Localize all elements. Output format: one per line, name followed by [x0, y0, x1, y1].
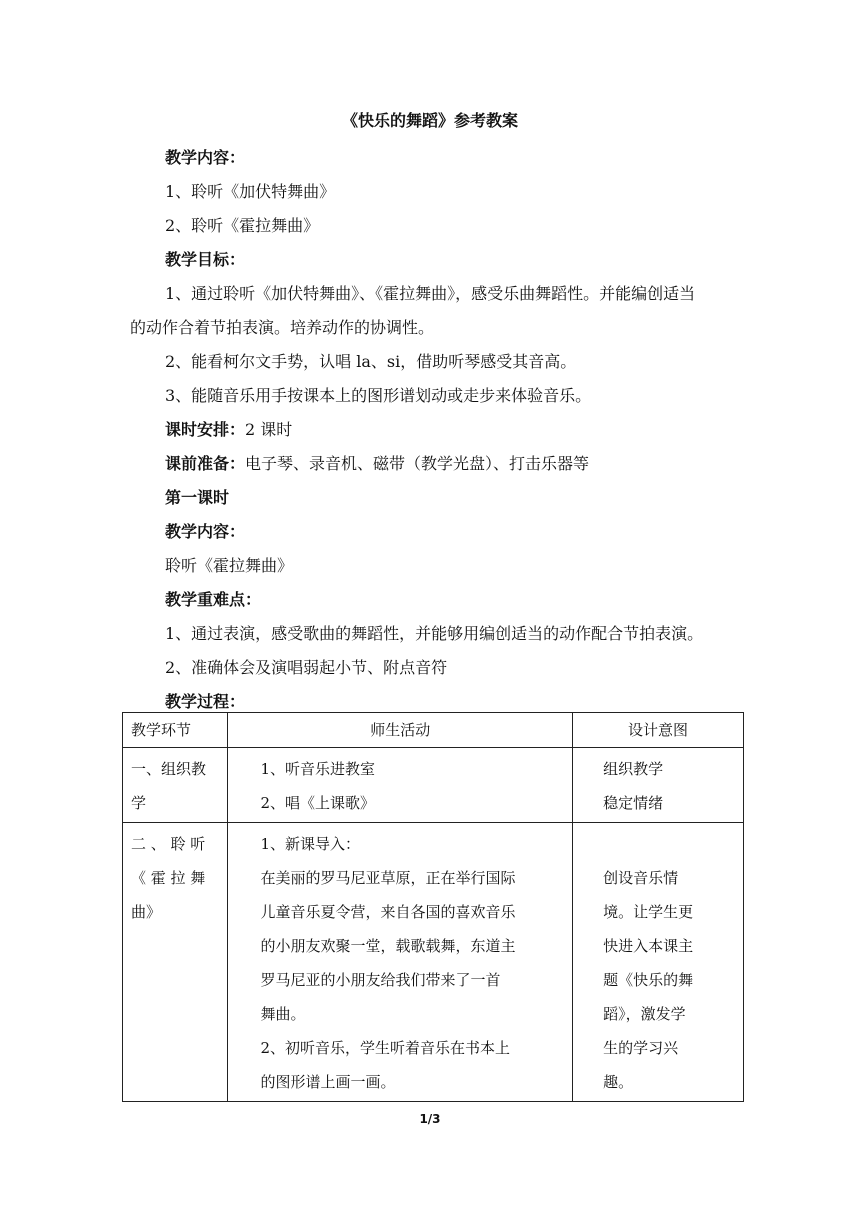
- row2-activity: 罗马尼亚的小朋友给我们带来了一首: [260, 971, 501, 989]
- goal-1-line-2: 的动作合着节拍表演。培养动作的协调性。: [130, 318, 435, 337]
- preparation-label: 课前准备：: [165, 454, 246, 473]
- header-intent: 设计意图: [573, 713, 744, 748]
- heading-lesson-content: 教学内容：: [165, 522, 246, 541]
- row2-section-line-1: 二 、 聆 听: [131, 835, 206, 853]
- row1-section-line-2: 学: [131, 794, 147, 812]
- page-number: 1/3: [419, 1112, 441, 1126]
- heading-first-lesson: 第一课时: [165, 488, 230, 507]
- row2-intent: 境。让学生更: [603, 903, 694, 921]
- row2-intent: 蹈》，激发学: [603, 1005, 686, 1023]
- header-section: 教学环节: [123, 713, 228, 748]
- goal-1-line-1: 1、通过聆听《加伏特舞曲》、《霍拉舞曲》，感受乐曲舞蹈性。并能编创适当: [165, 284, 696, 303]
- header-activities: 师生活动: [228, 713, 573, 748]
- table-row: [123, 748, 744, 823]
- row2-activity: 2、初听音乐，学生听着音乐在书本上: [260, 1039, 511, 1057]
- row2-activity: 的图形谱上画一画。: [260, 1073, 396, 1091]
- goal-3: 3、能随音乐用手按课本上的图形谱划动或走步来体验音乐。: [165, 386, 592, 405]
- lesson-hours-label: 课时安排：: [165, 420, 246, 439]
- row2-activity: 舞曲。: [260, 1005, 306, 1023]
- table-header-row: [123, 713, 744, 748]
- preparation-value: 电子琴、录音机、磁带（教学光盘）、打击乐器等: [245, 454, 590, 473]
- heading-teaching-goals: 教学目标：: [165, 250, 246, 269]
- lesson-hours-value: 2 课时: [245, 420, 293, 439]
- heading-teaching-process: 教学过程：: [165, 692, 246, 711]
- process-table: [122, 712, 744, 1102]
- document-title: 《快乐的舞蹈》参考教案: [341, 111, 518, 130]
- row1-intent: 稳定情绪: [603, 794, 664, 812]
- goal-2: 2、能看柯尔文手势，认唱 la、si，借助听琴感受其音高。: [165, 352, 577, 371]
- heading-teaching-content: 教学内容：: [165, 148, 246, 167]
- row1-activity: 1、听音乐进教室: [260, 760, 376, 778]
- lesson-hours: [165, 420, 292, 440]
- key-point-1: 1、通过表演，感受歌曲的舞蹈性，并能够用编创适当的动作配合节拍表演。: [165, 624, 704, 643]
- row2-section-line-2: 《 霍 拉 舞: [131, 869, 206, 887]
- row2-activity: 的小朋友欢聚一堂，载歌载舞，东道主: [260, 937, 516, 955]
- row2-section-line-3: 曲》: [131, 903, 162, 921]
- row2-intent: 快进入本课主: [603, 937, 694, 955]
- row2-intent: [603, 827, 723, 861]
- table-row: [123, 823, 744, 1102]
- lesson-content-item: 聆听《霍拉舞曲》: [165, 556, 294, 575]
- row2-intent: 趣。: [603, 1073, 634, 1091]
- row2-intent: 题《快乐的舞: [603, 971, 694, 989]
- content-item-1: 1、聆听《加伏特舞曲》: [165, 182, 336, 201]
- row1-activity: 2、唱《上课歌》: [260, 794, 376, 812]
- content-item-2: 2、聆听《霍拉舞曲》: [165, 216, 320, 235]
- row2-activity: 儿童音乐夏令营，来自各国的喜欢音乐: [260, 903, 516, 921]
- row1-intent: 组织教学: [603, 760, 664, 778]
- row2-intent: 生的学习兴: [603, 1039, 679, 1057]
- preparation: [165, 454, 589, 474]
- row2-activity: 在美丽的罗马尼亚草原，正在举行国际: [260, 869, 516, 887]
- heading-key-points: 教学重难点：: [165, 590, 262, 609]
- row2-activity: 1、新课导入：: [260, 835, 361, 853]
- key-point-2: 2、准确体会及演唱弱起小节、附点音符: [165, 658, 448, 677]
- row1-section-line-1: 一、组织教: [131, 760, 207, 778]
- row2-intent: 创设音乐情: [603, 869, 679, 887]
